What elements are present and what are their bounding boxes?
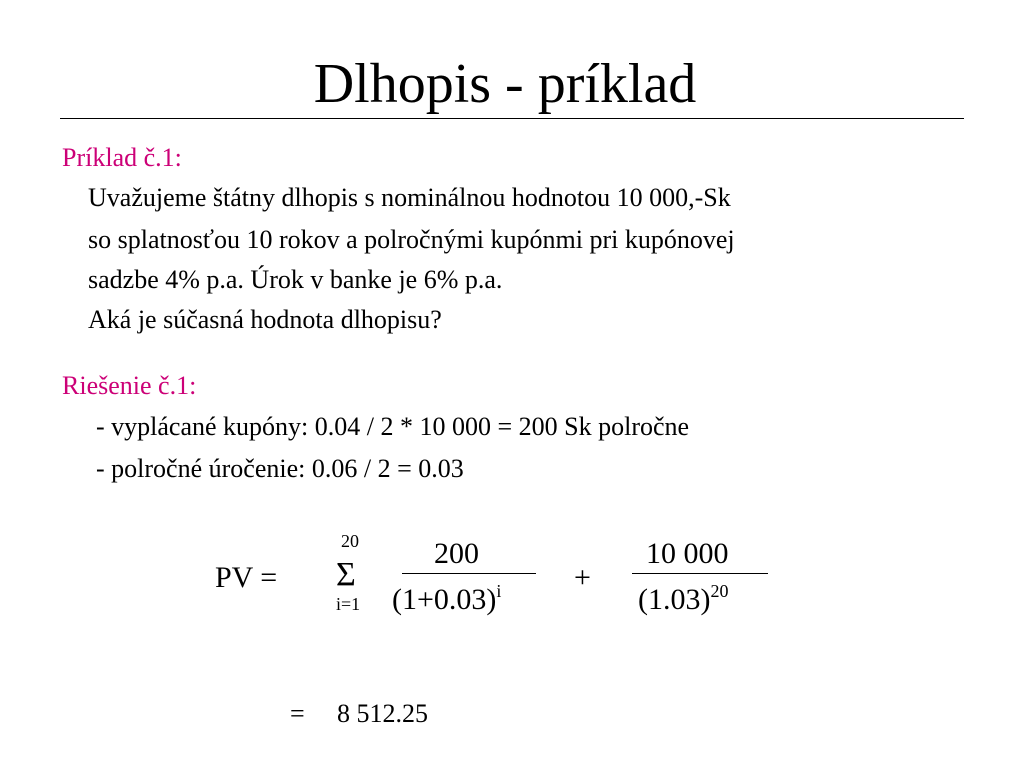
plus-sign: +: [574, 561, 591, 594]
sigma-symbol: Σ: [336, 556, 356, 593]
fraction2-denominator: $(1.03)^{20}$: [638, 581, 729, 616]
solution-line: - polročné úročenie: 0.06 / 2 = 0.03: [96, 454, 464, 483]
title-divider: [60, 118, 964, 119]
sum-lower-limit: i=1: [336, 594, 361, 614]
example-line: sadzbe 4% p.a. Úrok v banke je 6% p.a.: [88, 265, 503, 294]
fraction1-bar: [402, 573, 536, 574]
fraction2-numerator: 10 000: [646, 537, 729, 570]
slide-title: Dlhopis - príklad: [313, 53, 697, 115]
fraction1-denominator: $(1+0.03)^i$: [392, 581, 502, 616]
example-line: so splatnosťou 10 rokov a polročnými kupónmi pri kupónovej: [88, 225, 735, 254]
result-equals: =: [290, 699, 305, 728]
fraction2-bar: [632, 573, 768, 574]
example-question: Aká je súčasná hodnota dlhopisu?: [88, 305, 442, 334]
sum-upper-limit: 20: [341, 531, 359, 551]
example-label: Príklad č.1:: [62, 143, 182, 172]
solution-line: - vyplácané kupóny: 0.04 / 2 * 10 000 = 200 Sk polročne: [96, 412, 690, 441]
fraction1-numerator: 200: [434, 537, 479, 570]
formula-lhs: PV =: [215, 561, 278, 594]
result-value: 8 512.25: [337, 699, 428, 728]
example-line: Uvažujeme štátny dlhopis s nominálnou hodnotou 10 000,-Sk: [88, 183, 731, 212]
solution-label: Riešenie č.1:: [62, 371, 197, 400]
